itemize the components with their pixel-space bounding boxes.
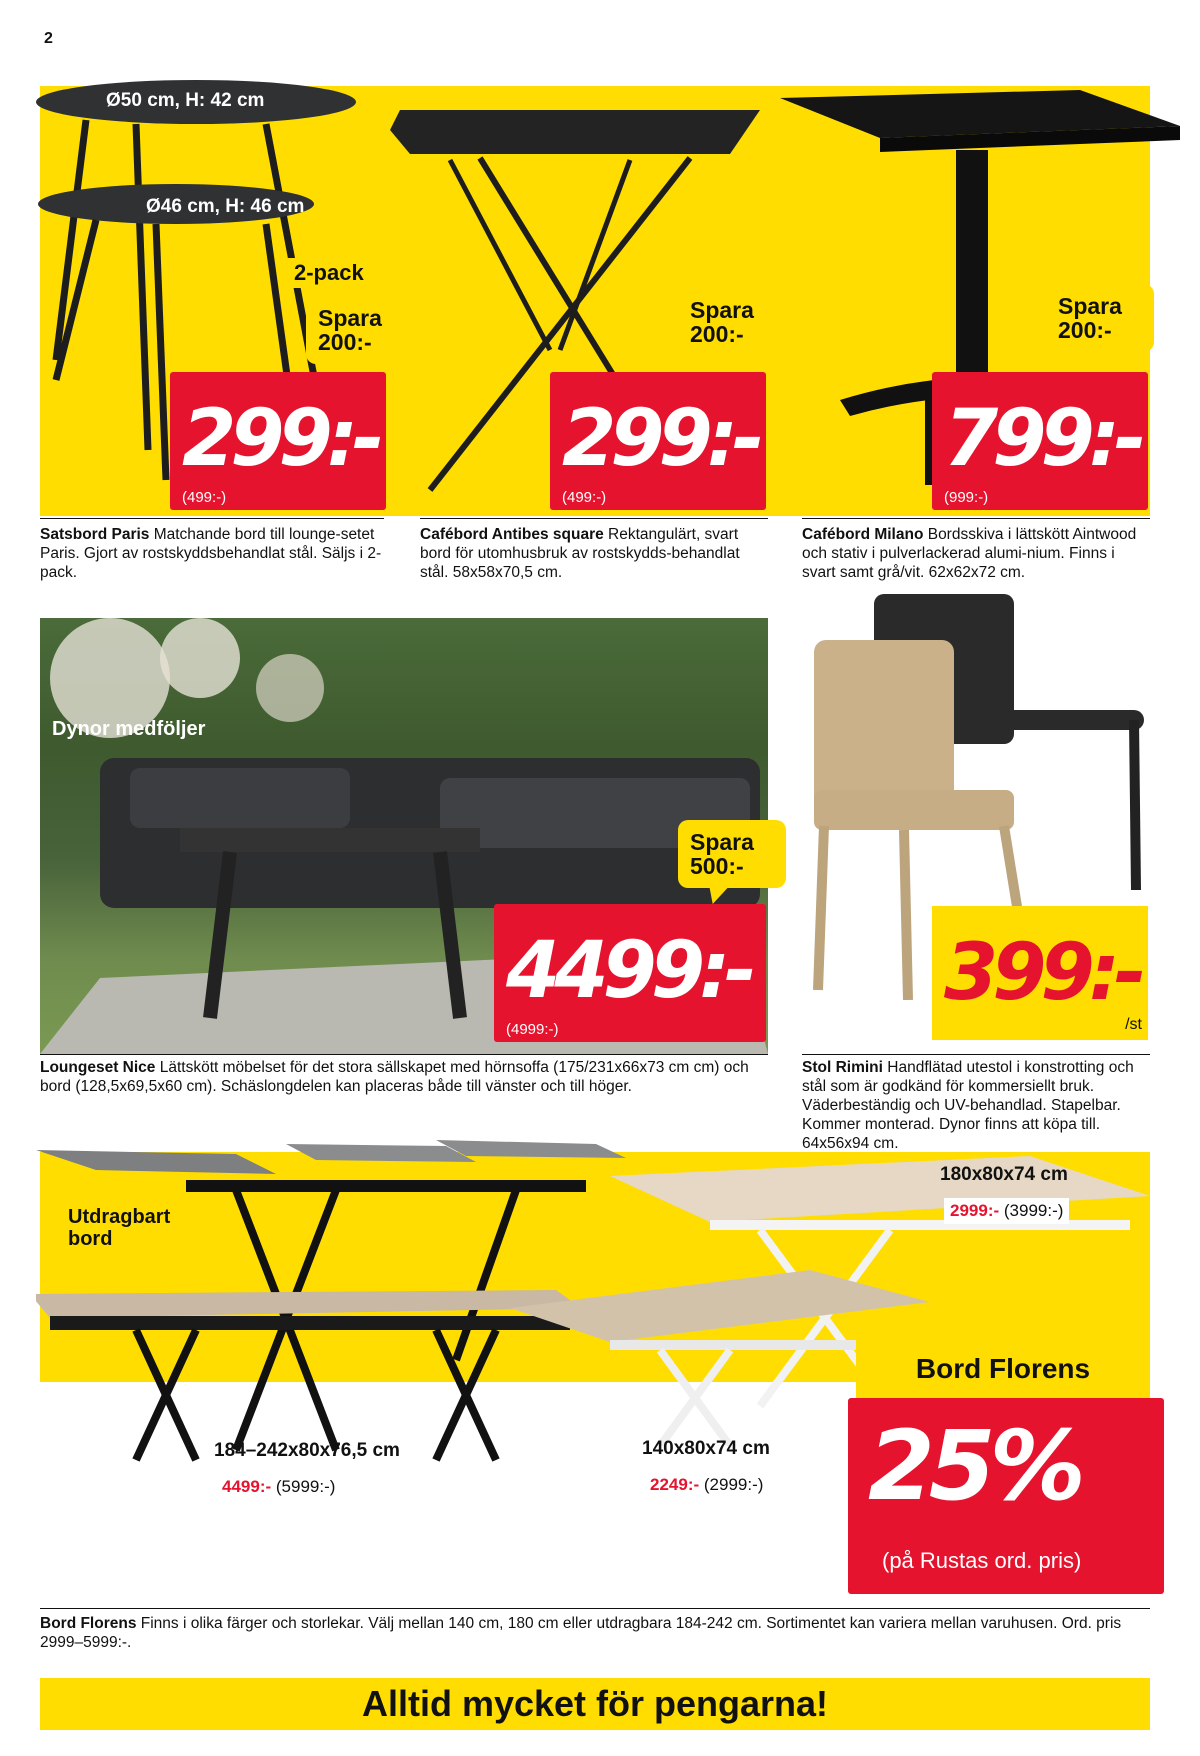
spara-amount: 200:- (318, 329, 372, 355)
ordinary-price: (5999:-) (275, 1477, 336, 1496)
product-name: Satsbord Paris (40, 526, 150, 543)
product-description (40, 1614, 1150, 1652)
discount-note: (på Rustas ord. pris) (882, 1548, 1082, 1573)
ordinary-price: (499:-) (182, 489, 227, 506)
spara-label: Spara (690, 297, 754, 323)
product-name: Loungeset Nice (40, 1059, 156, 1076)
table-dims-small: Ø46 cm, H: 46 cm (146, 196, 305, 217)
sale-price: 4499:- (222, 1477, 272, 1496)
spara-badge (1046, 284, 1154, 352)
table-140-price (644, 1472, 769, 1498)
footer-slogan: Alltid mycket för pengarna! (361, 1683, 829, 1724)
product-text: Finns i olika färger och storlekar. Välj mellan 140 cm, 180 cm eller utdragbara 184-242 cm. Sortimentet kan variera mellan varuhusen. Ord. pris 2999–5999:-. (40, 1615, 1122, 1651)
spara-badge (678, 288, 786, 356)
spara-amount: 500:- (690, 853, 744, 879)
product-description (802, 525, 1150, 582)
price-box (550, 372, 766, 510)
cushions-badge: Dynor medföljer (52, 718, 206, 740)
price: 799:- (944, 394, 1141, 484)
table-ext-dims: 184–242x80x76,5 cm (214, 1440, 400, 1461)
extendable-label-line1: Utdragbart (68, 1206, 171, 1228)
table-180-price (944, 1198, 1069, 1224)
price: 299:- (562, 394, 759, 484)
price-box (170, 372, 386, 510)
sale-price: 2999:- (950, 1201, 1000, 1220)
chair-price-box (932, 906, 1148, 1040)
table-180-dims: 180x80x74 cm (940, 1164, 1068, 1185)
spara-label: Spara (690, 829, 754, 855)
product-text: Bordsskiva i lättskött Aintwood och stativ i pulverlackerad alumi-nium. Finns i svart samt grå/vit. 62x62x72 cm. (802, 526, 1137, 581)
florens-banner-title: Bord Florens (915, 1353, 1091, 1384)
discount-value: 25% (868, 1410, 1080, 1522)
ordinary-price: (3999:-) (1003, 1201, 1064, 1220)
sale-price: 2249:- (650, 1475, 700, 1494)
spara-label: Spara (318, 305, 382, 331)
divider (802, 518, 1150, 519)
product-text: Lättskött möbelset för det stora sällskapet med hörnsoffa (175/231x66x73 cm cm) och bord (128,5x69,5x60 cm). Schäslongdelen kan placeras både till vänster och till höger. (40, 1059, 749, 1095)
product-description (802, 1058, 1150, 1153)
price: 299:- (182, 394, 379, 484)
divider (40, 1054, 768, 1055)
divider (802, 1054, 1150, 1055)
product-name: Stol Rimini (802, 1059, 883, 1076)
extendable-label (68, 1206, 170, 1250)
product-description (40, 525, 384, 582)
page-number: 2 (44, 30, 53, 47)
ordinary-price: (999:-) (944, 489, 989, 506)
table-140-dims: 140x80x74 cm (642, 1438, 770, 1459)
price-unit: /st (1125, 1016, 1142, 1033)
ordinary-price: (2999:-) (703, 1475, 764, 1494)
divider (40, 1608, 1150, 1609)
product-text: Rektangulärt, svart bord för utomhusbruk av rostskydds-behandlat stål. 58x58x70,5 cm. (420, 526, 740, 581)
spara-label: Spara (1058, 293, 1122, 319)
spara-badge (678, 820, 786, 888)
ordinary-price: (4999:-) (506, 1021, 559, 1038)
product-name: Cafébord Antibes square (420, 526, 604, 543)
price: 399:- (944, 928, 1141, 1018)
spara-amount: 200:- (690, 321, 744, 347)
product-text: Handflätad utestol i konstrotting och stål som är godkänd för kommersiellt bruk. Väderbeständig och UV-behandlad. Stapelbar. Kommer monterad. Dynor finns att köpa till. 64x56x94 cm. (802, 1059, 1134, 1152)
footer-banner (40, 1678, 1150, 1730)
ordinary-price: (499:-) (562, 489, 607, 506)
product-text: Matchande bord till lounge-setet Paris. Gjort av rostskyddsbehandlat stål. Säljs i 2-pack. (40, 526, 382, 581)
discount-box (848, 1398, 1164, 1594)
table-ext-price (216, 1474, 341, 1500)
divider (40, 518, 384, 519)
pack-label: 2-pack (288, 258, 370, 288)
extendable-label-line2: bord (68, 1228, 113, 1250)
table-dims-large: Ø50 cm, H: 42 cm (106, 90, 265, 111)
price-box (932, 372, 1148, 510)
product-name: Bord Florens (40, 1615, 137, 1632)
product-name: Cafébord Milano (802, 526, 924, 543)
product-description (40, 1058, 768, 1096)
price: 4499:- (506, 926, 751, 1016)
product-description (420, 525, 768, 582)
spara-amount: 200:- (1058, 317, 1112, 343)
florens-banner (856, 1340, 1150, 1398)
price-box (494, 904, 766, 1042)
divider (420, 518, 768, 519)
